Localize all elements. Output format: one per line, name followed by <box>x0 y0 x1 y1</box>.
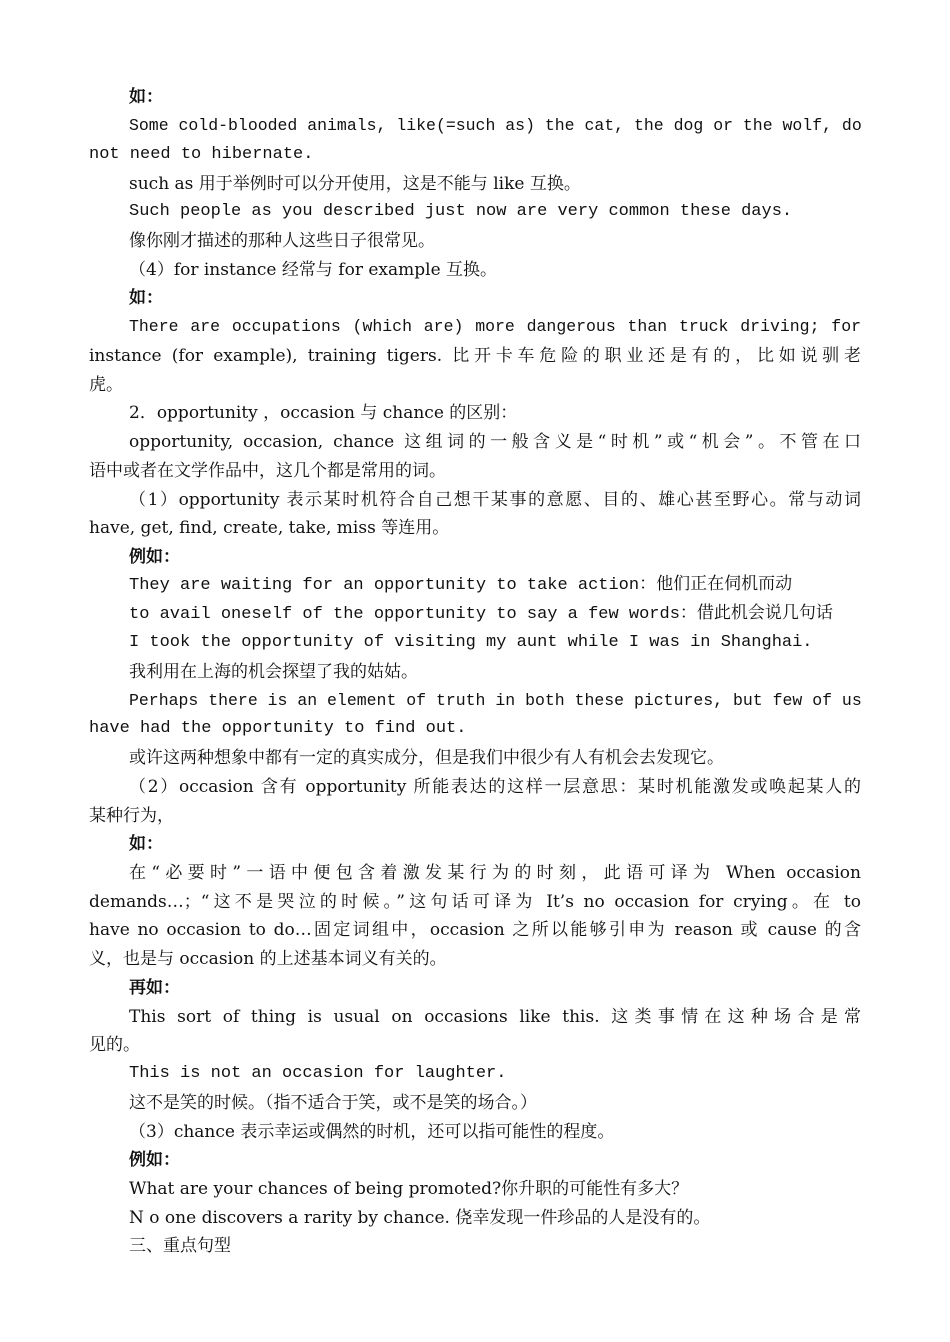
example-sentence: What are your chances of being promoted?你升职的可能性有多大？ <box>129 1179 689 1199</box>
example-label: 再如： <box>129 978 180 998</box>
explanation-paragraph-continued: demands…；“这不是哭泣的时候。”这句话可译为 It’s no occasion for crying。在 to <box>89 892 861 912</box>
translation-line: 这不是笑的时候。（指不适合于笑，或不是笑的场合。） <box>129 1093 537 1113</box>
example-label: 例如： <box>129 1150 180 1170</box>
section-heading-2: 2．opportunity ，occasion 与 chance 的区别： <box>129 403 518 423</box>
numbered-point-2-continued: 某种行为， <box>89 806 174 826</box>
example-sentence: Some cold-blooded animals, like(=such as) the cat, the dog or the wolf, do <box>129 116 862 135</box>
numbered-point-1: （1）opportunity 表示某时机符合自己想干某事的意愿、目的、雄心甚至野心。常与动词 <box>129 490 861 510</box>
translation-line: 或许这两种想象中都有一定的真实成分，但是我们中很少有人有机会去发现它。 <box>129 748 724 768</box>
example-sentence: There are occupations (which are) more dangerous than truck driving; for <box>129 317 861 336</box>
example-label: 如： <box>129 834 163 854</box>
example-sentence: They are waiting for an opportunity to take action：他们正在伺机而动 <box>129 576 793 595</box>
explanation-paragraph-continued: 义，也是与 occasion 的上述基本词义有关的。 <box>89 949 447 969</box>
numbered-point-1-continued: have, get, find, create, take, miss 等连用。 <box>89 518 450 538</box>
example-sentence: This sort of thing is usual on occasions like this. 这类事情在这种场合是常 <box>129 1007 861 1027</box>
example-sentence: to avail oneself of the opportunity to say a few words：借此机会说几句话 <box>129 605 833 624</box>
example-sentence: I took the opportunity of visiting my aunt while I was in Shanghai. <box>129 633 813 652</box>
example-label: 例如： <box>129 547 180 567</box>
section-heading-3: 三、重点句型 <box>129 1236 231 1256</box>
translation-line: 像你刚才描述的那种人这些日子很常见。 <box>129 231 435 251</box>
numbered-point-2: （2）occasion 含有 opportunity 所能表达的这样一层意思：某时机能激发或唤起某人的 <box>129 777 861 797</box>
example-label: 如： <box>129 87 163 107</box>
example-sentence: N o one discovers a rarity by chance. 侥幸发现一件珍品的人是没有的。 <box>129 1208 711 1228</box>
numbered-point-3: （3）chance 表示幸运或偶然的时机，还可以指可能性的程度。 <box>129 1122 615 1142</box>
numbered-point-4: （4）for instance 经常与 for example 互换。 <box>129 260 498 280</box>
example-label: 如： <box>129 288 163 308</box>
translation-line: 虎。 <box>89 375 123 395</box>
translation-line: 见的。 <box>89 1035 140 1055</box>
example-sentence-continued: instance (for example), training tigers. 比开卡车危险的职业还是有的，比如说驯老 <box>89 346 861 366</box>
explanation-paragraph: such as 用于举例时可以分开使用，这是不能与 like 互换。 <box>129 174 581 194</box>
translation-line: 我利用在上海的机会探望了我的姑姑。 <box>129 662 418 682</box>
example-sentence: This is not an occasion for laughter. <box>129 1064 507 1083</box>
explanation-paragraph: opportunity, occasion, chance 这组词的一般含义是“时机”或“机会”。不管在口 <box>129 432 861 452</box>
example-sentence: Such people as you described just now are very common these days. <box>129 202 793 221</box>
example-sentence-continued: have had the opportunity to find out. <box>89 719 467 738</box>
example-sentence: Perhaps there is an element of truth in both these pictures, but few of us <box>129 691 862 710</box>
explanation-paragraph-continued: 语中或者在文学作品中，这几个都是常用的词。 <box>89 461 446 481</box>
example-sentence-continued: not need to hibernate. <box>89 145 314 164</box>
explanation-paragraph: 在“必要时”一语中便包含着激发某行为的时刻，此语可译为 When occasion <box>129 863 861 883</box>
explanation-paragraph-continued: have no occasion to do…固定词组中，occasion 之所以能够引申为 reason 或 cause 的含 <box>89 920 861 940</box>
